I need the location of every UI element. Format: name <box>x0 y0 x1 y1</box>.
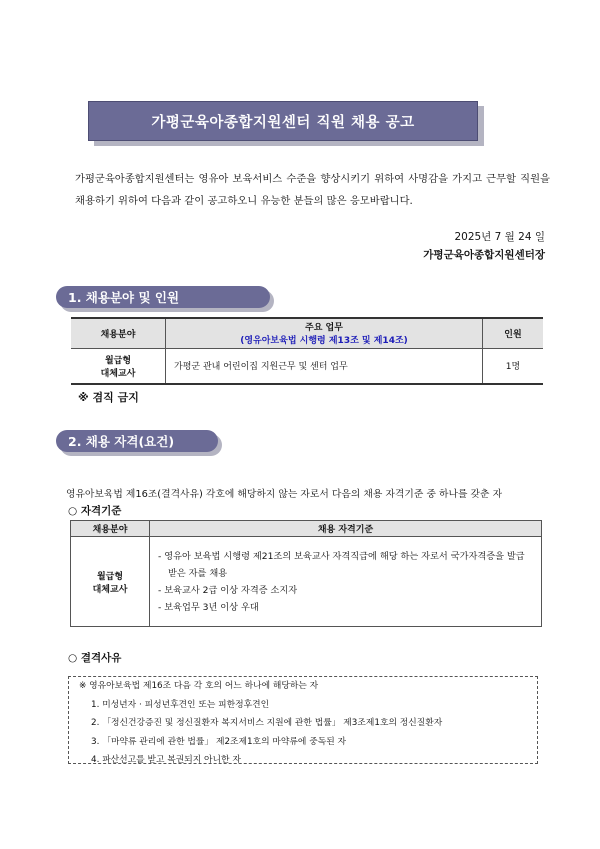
criteria-item: - 영유아 보육법 시행령 제21조의 보육교사 자격직급에 해당 하는 자로서 국가자격증을 발급 <box>158 550 525 562</box>
disqualification-box <box>68 676 538 764</box>
row-field-line1: 월급형 <box>104 355 132 366</box>
qual-field-line1: 월급형 <box>96 571 124 582</box>
disqualification-item: 1. 미성년자 · 피성년후견인 또는 피한정후견인 <box>91 699 270 710</box>
row-field-line2: 대체교사 <box>100 368 136 379</box>
criteria-item: - 보육업무 3년 이상 우대 <box>158 601 259 613</box>
disqualification-item: 2. 「정신건강증진 및 정신질환자 복지서비스 지원에 관한 법률」 제3조제1호의 정신질환자 <box>91 718 443 728</box>
qual-header-field: 채용분야 <box>71 521 150 537</box>
page-title: 가평군육아종합지원센터 직원 채용 공고 <box>88 101 478 141</box>
announcement-date: 2025년 7 월 24 일 <box>454 231 545 243</box>
recruitment-table <box>71 317 543 385</box>
row-count: 1명 <box>483 348 544 384</box>
intro-paragraph: 가평군육아종합지원센터는 영유아 보육서비스 수준을 향상시키기 위하여 사명감을 가지고 근무할 직원을 채용하기 위하여 다음과 같이 공고하오니 유능한 분들의 많은 응모바랍니다. <box>75 173 550 207</box>
section-2-title: 2. 채용 자격(요건) <box>56 430 218 452</box>
section-1-title: 1. 채용분야 및 인원 <box>56 286 270 308</box>
qualification-heading: ○ 자격기준 <box>68 505 122 517</box>
header-duty <box>166 318 483 348</box>
section-1-header <box>56 286 270 308</box>
row-field <box>71 348 166 384</box>
qual-criteria <box>150 537 542 627</box>
criteria-item: 받은 자를 채용 <box>168 567 228 579</box>
qual-criteria-list <box>158 548 535 616</box>
disqualification-lead: ※ 영유아보육법 제16조 다음 각 호의 어느 하나에 해당하는 자 <box>79 681 319 691</box>
header-count: 인원 <box>483 318 544 348</box>
row-duty: 가평군 관내 어린이집 지원근무 및 센터 업무 <box>166 348 483 384</box>
issuing-organization: 가평군육아종합지원센터장 <box>423 249 545 261</box>
section-2-header <box>56 430 218 452</box>
title-banner <box>88 101 478 141</box>
qual-field <box>71 537 150 627</box>
header-duty-label: 주요 업무 <box>305 323 343 334</box>
criteria-item: - 보육교사 2급 이상 자격증 소지자 <box>158 584 298 596</box>
concurrent-job-note: ※ 겸직 금지 <box>78 391 139 404</box>
disqualification-item: 3. 「마약류 관리에 관한 법률」 제2조제1호의 마약류에 중독된 자 <box>91 736 347 747</box>
header-field: 채용분야 <box>71 318 166 348</box>
disqualification-heading: ○ 결격사유 <box>68 652 122 664</box>
qualification-lead: 영유아보육법 제16조(결격사유) 각호에 해당하지 않는 자로서 다음의 채용 자격기준 중 하나를 갖춘 자 <box>66 489 503 500</box>
disqualification-item: 4. 파산선고를 받고 복권되지 아니한 자 <box>91 755 241 765</box>
qual-header-criteria: 채용 자격기준 <box>150 521 542 537</box>
qual-field-line2: 대체교사 <box>92 584 128 595</box>
qualification-table <box>70 520 542 627</box>
header-duty-sub: (영유아보육법 시행령 제13조 및 제14조) <box>240 336 408 347</box>
